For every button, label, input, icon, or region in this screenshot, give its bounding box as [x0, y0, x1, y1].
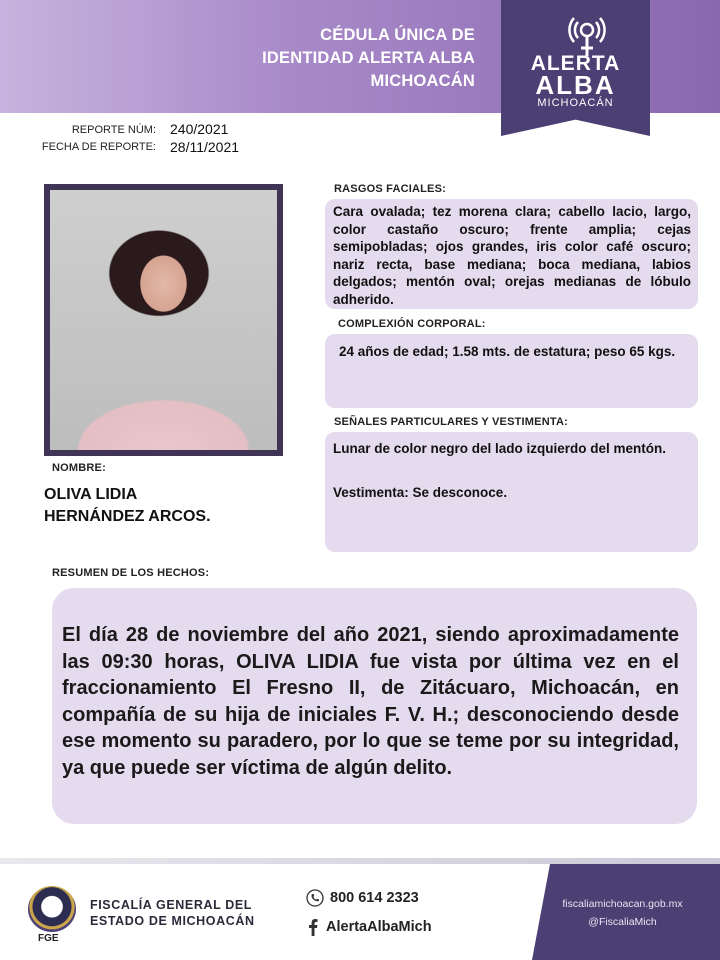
fge-seal-icon — [28, 886, 76, 932]
marks-clothing-label: SEÑALES PARTICULARES Y VESTIMENTA: — [334, 416, 568, 428]
fge-seal-text: FGE — [38, 933, 59, 944]
facebook-icon — [306, 918, 320, 936]
body-complexion-box — [325, 334, 698, 408]
person-name-line-2: HERNÁNDEZ ARCOS. — [44, 508, 211, 525]
person-name-line-1: OLIVA LIDIA — [44, 486, 138, 503]
logo-word-michoacan: MICHOACÁN — [537, 97, 614, 109]
clothing-text: Vestimenta: Se desconoce. — [333, 484, 508, 500]
facebook-contact[interactable] — [306, 918, 432, 936]
facial-features-box — [325, 199, 698, 309]
twitter-handle[interactable]: @FiscaliaMich — [588, 916, 657, 928]
body-complexion-text: 24 años de edad; 1.58 mts. de estatura; peso 65 kgs. — [339, 344, 676, 359]
phone-icon — [306, 889, 324, 907]
facial-features-label: RASGOS FACIALES: — [334, 183, 446, 195]
title-line-3: MICHOACÁN — [370, 72, 475, 90]
summary-text: El día 28 de noviembre del año 2021, siendo aproximadamente las 09:30 horas, OLIVA LIDIA fue vista por última vez en el fraccionamiento El Fresno II, de Zitácuaro, Michoacán, en compañía de su hija de iniciales F. V. H.; desconociendo desde ese momento su paradero, por lo que se teme por su integridad, ya que puede ser víctima de algún delito. — [62, 624, 679, 779]
logo-word-alba: ALBA — [535, 70, 616, 100]
marks-text: Lunar de color negro del lado izquierdo del mentón. — [333, 441, 667, 456]
report-number-value: 240/2021 — [170, 121, 229, 137]
facebook-handle: AlertaAlbaMich — [326, 919, 432, 935]
summary-label: RESUMEN DE LOS HECHOS: — [52, 567, 210, 579]
title-line-1: CÉDULA ÚNICA DE — [320, 26, 475, 44]
portrait-photo — [50, 190, 277, 450]
phone-contact[interactable] — [306, 889, 419, 907]
body-complexion-label: COMPLEXIÓN CORPORAL: — [338, 318, 486, 330]
facial-features-text: Cara ovalada; tez morena clara; cabello lacio, largo, color castaño oscuro; frente amplia; cejas semipobladas; ojos grandes, iris color café oscuro; nariz recta, base mediana; boca mediana, labios delgados; mentón oval; orejas medianas de lóbulo adherido. — [333, 204, 691, 307]
name-label: NOMBRE: — [52, 462, 106, 474]
website-link[interactable]: fiscaliamichoacan.gob.mx — [562, 898, 683, 910]
photo-frame — [44, 184, 283, 456]
document-title — [155, 24, 475, 93]
marks-clothing-box — [325, 432, 698, 552]
summary-box — [52, 588, 697, 824]
report-date-value: 28/11/2021 — [170, 139, 240, 155]
footer-social-panel — [525, 864, 720, 960]
agency-line-2: ESTADO DE MICHOACÁN — [90, 914, 255, 928]
report-number-label: REPORTE NÚM: — [71, 124, 156, 136]
logo-word-alerta: ALERTA — [530, 52, 621, 75]
title-line-2: IDENTIDAD ALERTA ALBA — [262, 49, 475, 67]
agency-line-1: FISCALÍA GENERAL DEL — [90, 898, 253, 912]
agency-name — [90, 897, 255, 929]
report-date-label: FECHA DE REPORTE: — [41, 141, 156, 153]
phone-number: 800 614 2323 — [330, 890, 419, 906]
person-name — [44, 484, 304, 528]
